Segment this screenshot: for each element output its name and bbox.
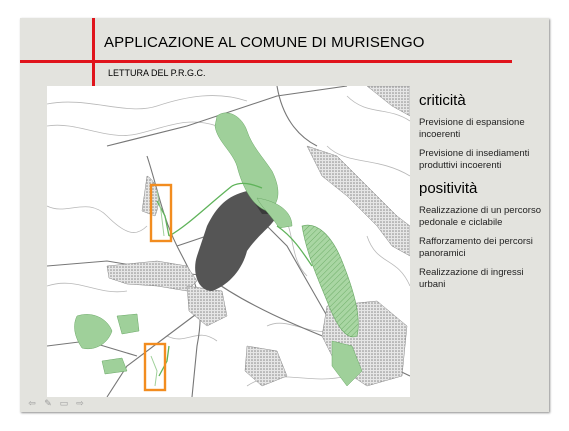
positivita-item-1: Realizzazione di un percorso pedonale e ciclabile	[419, 205, 541, 228]
positivita-item-3: Realizzazione di ingressi urbani	[419, 267, 524, 290]
info-panel	[419, 92, 547, 298]
menu-icon[interactable]: ▭	[59, 398, 69, 408]
prev-arrow-icon[interactable]: ⇦	[28, 398, 36, 408]
heading-positivita: positività	[419, 180, 478, 197]
heading-criticita: criticità	[419, 92, 466, 109]
slide-title: APPLICAZIONE AL COMUNE DI MURISENGO	[104, 34, 425, 51]
next-arrow-icon[interactable]: ⇨	[76, 398, 84, 408]
positivita-item-2: Rafforzamento dei percorsi panoramici	[419, 236, 533, 259]
slide	[20, 18, 549, 412]
pen-icon[interactable]: ✎	[44, 398, 52, 408]
prgc-map	[47, 86, 410, 397]
criticita-item-1: Previsione di espansione incoerenti	[419, 117, 525, 140]
slide-subtitle: LETTURA DEL P.R.G.C.	[108, 68, 206, 78]
slideshow-nav	[26, 398, 86, 409]
criticita-item-2: Previsione di insediamenti produttivi incoerenti	[419, 148, 530, 171]
